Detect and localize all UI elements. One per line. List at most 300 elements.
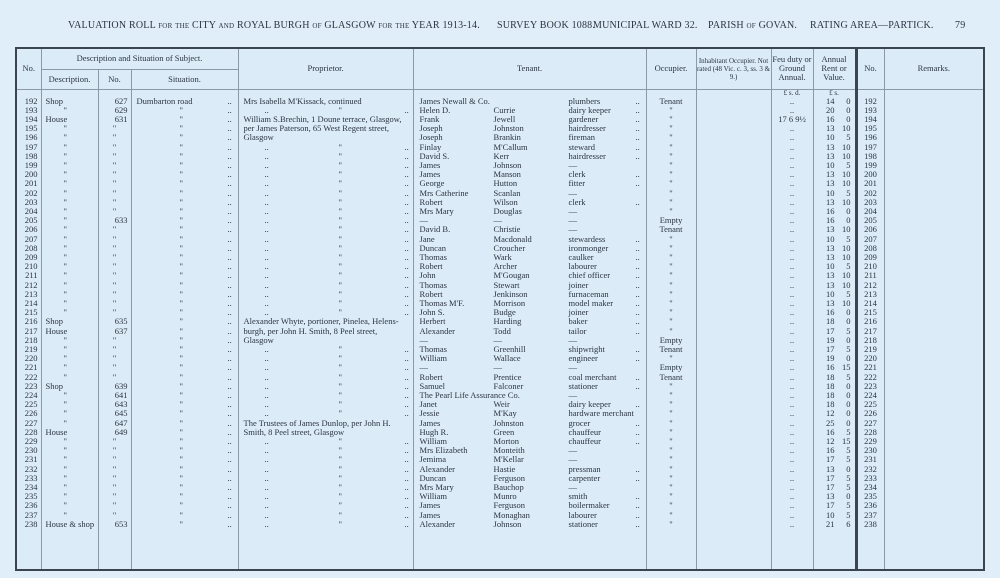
situation-text: " bbox=[179, 399, 183, 410]
tenant bbox=[413, 161, 646, 170]
description-text: " bbox=[63, 472, 67, 483]
remarks bbox=[884, 225, 984, 234]
rent-pounds: 13 bbox=[826, 196, 835, 207]
leader-dots: .. bbox=[635, 491, 640, 502]
inhabitant-occupier bbox=[696, 308, 771, 317]
situation bbox=[131, 382, 238, 391]
occupier-status: " bbox=[646, 124, 696, 133]
leader-dots: .. bbox=[227, 159, 232, 170]
inhabitant-occupier bbox=[696, 474, 771, 483]
leader-dots: .. bbox=[404, 362, 409, 373]
ditto-dots: .. bbox=[264, 288, 269, 299]
inhabitant-occupier bbox=[696, 391, 771, 400]
house-number: " bbox=[98, 179, 131, 188]
rent-shillings: 10 bbox=[842, 297, 851, 308]
remarks bbox=[884, 455, 984, 464]
description-text: " bbox=[63, 307, 67, 318]
description-text: " bbox=[63, 362, 67, 373]
situation bbox=[131, 455, 238, 464]
tenant bbox=[413, 124, 646, 133]
page-header bbox=[0, 20, 1000, 34]
leader-dots: .. bbox=[227, 233, 232, 244]
entry-number: 193 bbox=[16, 106, 41, 115]
tenant-first-name: James bbox=[419, 159, 441, 170]
rent-pounds: 14 bbox=[826, 95, 835, 106]
ditto-mark: " bbox=[338, 261, 343, 272]
entry-number: 230 bbox=[16, 446, 41, 455]
leader-dots: .. bbox=[635, 500, 640, 511]
situation bbox=[131, 290, 238, 299]
tenant bbox=[413, 345, 646, 354]
situation bbox=[131, 354, 238, 363]
rent-shillings: 0 bbox=[846, 491, 851, 502]
leader-dots: .. bbox=[227, 362, 232, 373]
rent-shillings: 10 bbox=[842, 251, 851, 262]
house-number: " bbox=[98, 281, 131, 290]
house-number: " bbox=[98, 290, 131, 299]
occupation: — bbox=[568, 224, 578, 235]
entry-number-right: 209 bbox=[856, 253, 884, 262]
situation-text: " bbox=[179, 417, 183, 428]
inhabitant-occupier bbox=[696, 336, 771, 345]
header-occupier: Occupier. bbox=[646, 48, 696, 89]
inhabitant-occupier bbox=[696, 299, 771, 308]
entry-number: 215 bbox=[16, 308, 41, 317]
ditto-mark: " bbox=[338, 307, 343, 318]
entry-number: 226 bbox=[16, 409, 41, 418]
rent-shillings: 5 bbox=[846, 233, 851, 244]
tenant-surname: M'Kellar bbox=[493, 454, 524, 465]
tenant-surname: Johnson bbox=[493, 159, 522, 170]
ditto-mark: " bbox=[338, 463, 343, 474]
occupation: chauffeur bbox=[568, 436, 601, 447]
rent-pounds: 21 bbox=[826, 518, 835, 529]
occupation: — bbox=[568, 362, 578, 373]
situation bbox=[131, 345, 238, 354]
situation bbox=[131, 161, 238, 170]
ditto-mark: " bbox=[338, 380, 343, 391]
occupation: gardener bbox=[568, 113, 599, 124]
proprietor-text: burgh, per John H. Smith, 8 Peel street, bbox=[243, 325, 378, 336]
remarks bbox=[884, 373, 984, 382]
house-number: 631 bbox=[98, 115, 131, 124]
tenant-surname: Munro bbox=[493, 491, 517, 502]
ditto-mark: " bbox=[338, 187, 343, 198]
feu-duty: .. bbox=[771, 235, 813, 244]
remarks bbox=[884, 198, 984, 207]
inhabitant-occupier bbox=[696, 455, 771, 464]
leader-dots: .. bbox=[404, 454, 409, 465]
rent-pounds: 19 bbox=[826, 353, 835, 364]
remarks bbox=[884, 115, 984, 124]
remarks bbox=[884, 281, 984, 290]
rent-pounds: 18 bbox=[826, 399, 835, 410]
leader-dots: .. bbox=[227, 518, 232, 529]
house-number: 641 bbox=[98, 391, 131, 400]
leader-dots: .. bbox=[227, 113, 232, 124]
entry-number: 219 bbox=[16, 345, 41, 354]
rent-shillings: 0 bbox=[846, 316, 851, 327]
tenant-surname: Johnston bbox=[493, 123, 524, 134]
remarks bbox=[884, 106, 984, 115]
feu-duty: .. bbox=[771, 409, 813, 418]
remarks bbox=[884, 152, 984, 161]
tenant-surname: Manson bbox=[493, 169, 521, 180]
tenant bbox=[413, 133, 646, 142]
tenant-first-name: James bbox=[419, 509, 441, 520]
ditto-dots: .. bbox=[264, 141, 269, 152]
feu-duty: .. bbox=[771, 281, 813, 290]
inhabitant-occupier bbox=[696, 97, 771, 106]
occupation: engineer bbox=[568, 353, 598, 364]
tenant bbox=[413, 253, 646, 262]
entry-number: 208 bbox=[16, 244, 41, 253]
tenant-surname: Hastie bbox=[493, 463, 516, 474]
entry-number-right: 203 bbox=[856, 198, 884, 207]
occupier-status: " bbox=[646, 419, 696, 428]
occupier-status: " bbox=[646, 299, 696, 308]
ditto-mark: " bbox=[338, 242, 343, 253]
feu-duty: .. bbox=[771, 106, 813, 115]
remarks bbox=[884, 97, 984, 106]
feu-duty: .. bbox=[771, 465, 813, 474]
situation bbox=[131, 299, 238, 308]
entry-number-right: 237 bbox=[856, 511, 884, 520]
inhabitant-occupier bbox=[696, 511, 771, 520]
rent-pounds: 10 bbox=[826, 132, 835, 143]
rent-pounds: 13 bbox=[826, 279, 835, 290]
house-number: " bbox=[98, 511, 131, 520]
remarks bbox=[884, 235, 984, 244]
situation bbox=[131, 373, 238, 382]
tenant bbox=[413, 483, 646, 492]
leader-dots: .. bbox=[635, 242, 640, 253]
rent-pounds: 10 bbox=[826, 288, 835, 299]
house-number: " bbox=[98, 244, 131, 253]
proprietor-text: The Trustees of James Dunlop, per John H. bbox=[243, 417, 391, 428]
rent-shillings: 5 bbox=[846, 472, 851, 483]
tenant-surname: Greenhill bbox=[493, 343, 526, 354]
entry-number: 216 bbox=[16, 317, 41, 326]
occupation: — bbox=[568, 334, 578, 345]
occupier-status: " bbox=[646, 152, 696, 161]
tenant bbox=[413, 189, 646, 198]
occupier-status: " bbox=[646, 437, 696, 446]
description-text: Shop bbox=[45, 316, 63, 327]
leader-dots: .. bbox=[635, 270, 640, 281]
situation bbox=[131, 152, 238, 161]
inhabitant-occupier bbox=[696, 115, 771, 124]
rent-shillings: 10 bbox=[842, 242, 851, 253]
situation bbox=[131, 483, 238, 492]
rent-pounds: 13 bbox=[826, 150, 835, 161]
ditto-mark: " bbox=[338, 362, 343, 373]
entry-number: 218 bbox=[16, 336, 41, 345]
ditto-dots: .. bbox=[264, 390, 269, 400]
tenant-surname: Morton bbox=[493, 436, 520, 447]
feu-duty: .. bbox=[771, 308, 813, 317]
tenant bbox=[413, 271, 646, 280]
situation bbox=[131, 189, 238, 198]
rent-shillings: 0 bbox=[846, 307, 851, 318]
remarks bbox=[884, 345, 984, 354]
situation-text: " bbox=[179, 288, 183, 299]
leader-dots: .. bbox=[404, 371, 409, 382]
feu-duty: .. bbox=[771, 327, 813, 336]
ditto-dots: .. bbox=[264, 104, 269, 115]
inhabitant-occupier bbox=[696, 327, 771, 336]
leader-dots: .. bbox=[404, 178, 409, 189]
leader-dots: .. bbox=[404, 408, 409, 419]
ditto-mark: " bbox=[338, 472, 343, 483]
description-text: " bbox=[63, 187, 67, 198]
entry-number: 194 bbox=[16, 115, 41, 124]
description-text: " bbox=[63, 399, 67, 410]
leader-dots: .. bbox=[404, 150, 409, 161]
entry-number: 198 bbox=[16, 152, 41, 161]
leader-dots: .. bbox=[404, 242, 409, 253]
tenant-first-name: John S. bbox=[419, 307, 445, 318]
leader-dots: .. bbox=[227, 371, 232, 382]
description-text: " bbox=[63, 224, 67, 235]
house-number: " bbox=[98, 225, 131, 234]
leader-dots: .. bbox=[404, 472, 409, 483]
occupation: baker bbox=[568, 316, 588, 327]
tenant-first-name: Mrs Mary bbox=[419, 205, 454, 216]
description bbox=[41, 520, 98, 529]
occupation: caulker bbox=[568, 251, 594, 262]
rent-pounds: 25 bbox=[826, 417, 835, 428]
remarks bbox=[884, 492, 984, 501]
leader-dots: .. bbox=[404, 500, 409, 511]
description-text: " bbox=[63, 279, 67, 290]
feu-duty: .. bbox=[771, 483, 813, 492]
feu-duty: .. bbox=[771, 474, 813, 483]
ditto-dots: .. bbox=[264, 399, 269, 410]
feu-duty: .. bbox=[771, 290, 813, 299]
ditto-dots: .. bbox=[264, 159, 269, 170]
situation-text: " bbox=[179, 472, 183, 483]
leader-dots: .. bbox=[635, 380, 640, 391]
tenant-first-name: Janet bbox=[419, 399, 437, 410]
tenant-first-name: Frank bbox=[419, 113, 440, 124]
feu-duty: .. bbox=[771, 455, 813, 464]
rent-shillings: 5 bbox=[846, 426, 851, 437]
tenant-first-name: Joseph bbox=[419, 123, 443, 134]
feu-duty: .. bbox=[771, 511, 813, 520]
description-text: " bbox=[63, 390, 67, 400]
ditto-mark: " bbox=[338, 233, 343, 244]
tenant-surname: Monteith bbox=[493, 445, 525, 456]
roll-title: VALUATION ROLL for the CITY and ROYAL BURGH of GLASGOW for the YEAR 1913-14. bbox=[68, 20, 480, 31]
rent-pounds: 16 bbox=[826, 215, 835, 226]
leader-dots: .. bbox=[635, 417, 640, 428]
situation bbox=[131, 363, 238, 372]
ditto-dots: .. bbox=[264, 307, 269, 318]
situation bbox=[131, 428, 238, 437]
situation-text: " bbox=[179, 454, 183, 465]
inhabitant-occupier bbox=[696, 290, 771, 299]
ditto-dots: .. bbox=[264, 518, 269, 529]
house-number: " bbox=[98, 253, 131, 262]
situation-text: " bbox=[179, 215, 183, 226]
inhabitant-occupier bbox=[696, 520, 771, 529]
entry-number-right: 197 bbox=[856, 143, 884, 152]
occupation: stationer bbox=[568, 380, 598, 391]
leader-dots: .. bbox=[635, 288, 640, 299]
situation-text: Dumbarton road bbox=[136, 95, 193, 106]
leader-dots: .. bbox=[227, 426, 232, 437]
situation-text: " bbox=[179, 353, 183, 364]
tenant-surname: Morrison bbox=[493, 297, 526, 308]
leader-dots: .. bbox=[635, 196, 640, 207]
entry-number-right: 206 bbox=[856, 225, 884, 234]
entry-number-right: 215 bbox=[856, 308, 884, 317]
situation bbox=[131, 216, 238, 225]
situation bbox=[131, 198, 238, 207]
description-text: " bbox=[63, 150, 67, 161]
remarks bbox=[884, 400, 984, 409]
rent-pounds: 19 bbox=[826, 334, 835, 345]
leader-dots: .. bbox=[404, 104, 409, 115]
entry-number-right: 228 bbox=[856, 428, 884, 437]
occupier-status: " bbox=[646, 308, 696, 317]
tenant-surname: M'Gougan bbox=[493, 270, 530, 281]
house-number: " bbox=[98, 373, 131, 382]
occupier-status: " bbox=[646, 161, 696, 170]
inhabitant-occupier bbox=[696, 428, 771, 437]
blank-cell bbox=[98, 529, 131, 570]
tenant-surname: Stewart bbox=[493, 279, 520, 290]
situation-text: " bbox=[179, 297, 183, 308]
tenant bbox=[413, 373, 646, 382]
inhabitant-occupier bbox=[696, 143, 771, 152]
situation bbox=[131, 271, 238, 280]
situation bbox=[131, 520, 238, 529]
tenant-first-name: Alexander bbox=[419, 518, 455, 529]
rent-shillings: 0 bbox=[846, 399, 851, 410]
inhabitant-occupier bbox=[696, 235, 771, 244]
tenant-surname: Harding bbox=[493, 316, 522, 327]
tenant-name: The Pearl Life Assurance Co. bbox=[419, 390, 520, 400]
tenant bbox=[413, 299, 646, 308]
tenant-first-name: George bbox=[419, 178, 445, 189]
rent-shillings: 0 bbox=[846, 417, 851, 428]
occupier-status: Empty bbox=[646, 216, 696, 225]
rent-shillings: 5 bbox=[846, 500, 851, 511]
entry-number-right: 195 bbox=[856, 124, 884, 133]
tenant-surname: Jewell bbox=[493, 113, 516, 124]
ditto-dots: .. bbox=[264, 261, 269, 272]
rent-pounds: 18 bbox=[826, 390, 835, 400]
entry-number: 233 bbox=[16, 474, 41, 483]
rent-pounds: 10 bbox=[826, 187, 835, 198]
remarks bbox=[884, 511, 984, 520]
tenant bbox=[413, 281, 646, 290]
remarks bbox=[884, 262, 984, 271]
situation-text: " bbox=[179, 362, 183, 373]
ditto-dots: .. bbox=[264, 482, 269, 493]
rent-pounds: 20 bbox=[826, 104, 835, 115]
rent-shillings: 5 bbox=[846, 132, 851, 143]
occupation: joiner bbox=[568, 279, 589, 290]
leader-dots: .. bbox=[404, 399, 409, 410]
feu-duty: .. bbox=[771, 345, 813, 354]
tenant-first-name: William bbox=[419, 491, 448, 502]
house-number: " bbox=[98, 207, 131, 216]
description-text: " bbox=[63, 445, 67, 456]
entry-number: 197 bbox=[16, 143, 41, 152]
tenant-first-name: Joseph bbox=[419, 132, 443, 143]
inhabitant-occupier bbox=[696, 198, 771, 207]
rent-shillings: 0 bbox=[846, 380, 851, 391]
blank-cell bbox=[413, 529, 646, 570]
ditto-mark: " bbox=[338, 408, 343, 419]
tenant-first-name: Thomas bbox=[419, 251, 447, 262]
house-number: " bbox=[98, 363, 131, 372]
remarks bbox=[884, 363, 984, 372]
occupier-status: " bbox=[646, 354, 696, 363]
feu-duty: .. bbox=[771, 97, 813, 106]
entry-number-right: 236 bbox=[856, 501, 884, 510]
header-proprietor: Proprietor. bbox=[238, 48, 413, 89]
entry-number-right: 233 bbox=[856, 474, 884, 483]
inhabitant-occupier bbox=[696, 281, 771, 290]
occupation: hairdresser bbox=[568, 150, 606, 161]
tenant-first-name: David B. bbox=[419, 224, 451, 235]
tenant-first-name: John bbox=[419, 270, 436, 281]
situation bbox=[131, 446, 238, 455]
entry-number: 224 bbox=[16, 391, 41, 400]
proprietor-text: Glasgow bbox=[243, 132, 274, 143]
tenant bbox=[413, 336, 646, 345]
rent-shillings: 5 bbox=[846, 445, 851, 456]
ditto-dots: .. bbox=[264, 297, 269, 308]
description-text: " bbox=[63, 353, 67, 364]
description-text: " bbox=[63, 288, 67, 299]
rent-shillings: 5 bbox=[846, 288, 851, 299]
entry-number-right: 234 bbox=[856, 483, 884, 492]
entry-number: 210 bbox=[16, 262, 41, 271]
situation-text: " bbox=[179, 325, 183, 336]
ditto-mark: " bbox=[338, 390, 343, 400]
feu-duty: .. bbox=[771, 161, 813, 170]
occupier-status: " bbox=[646, 428, 696, 437]
tenant-first-name: Robert bbox=[419, 371, 443, 382]
table-row bbox=[16, 520, 984, 529]
leader-dots: .. bbox=[635, 371, 640, 382]
rent-shillings: 10 bbox=[842, 141, 851, 152]
entry-number-right: 213 bbox=[856, 290, 884, 299]
entry-number-right: 230 bbox=[856, 446, 884, 455]
feu-duty: .. bbox=[771, 363, 813, 372]
occupier-status: " bbox=[646, 474, 696, 483]
rent-shillings: 10 bbox=[842, 169, 851, 180]
entry-number: 223 bbox=[16, 382, 41, 391]
leader-dots: .. bbox=[404, 187, 409, 198]
occupation: steward bbox=[568, 141, 595, 152]
ditto-dots: .. bbox=[264, 463, 269, 474]
rent-pounds: 17 bbox=[826, 325, 835, 336]
situation bbox=[131, 501, 238, 510]
rent-pounds: 12 bbox=[826, 408, 835, 419]
ditto-dots: .. bbox=[264, 380, 269, 391]
inhabitant-occupier bbox=[696, 106, 771, 115]
situation-text: " bbox=[179, 123, 183, 134]
situation bbox=[131, 143, 238, 152]
remarks bbox=[884, 354, 984, 363]
leader-dots: .. bbox=[227, 491, 232, 502]
